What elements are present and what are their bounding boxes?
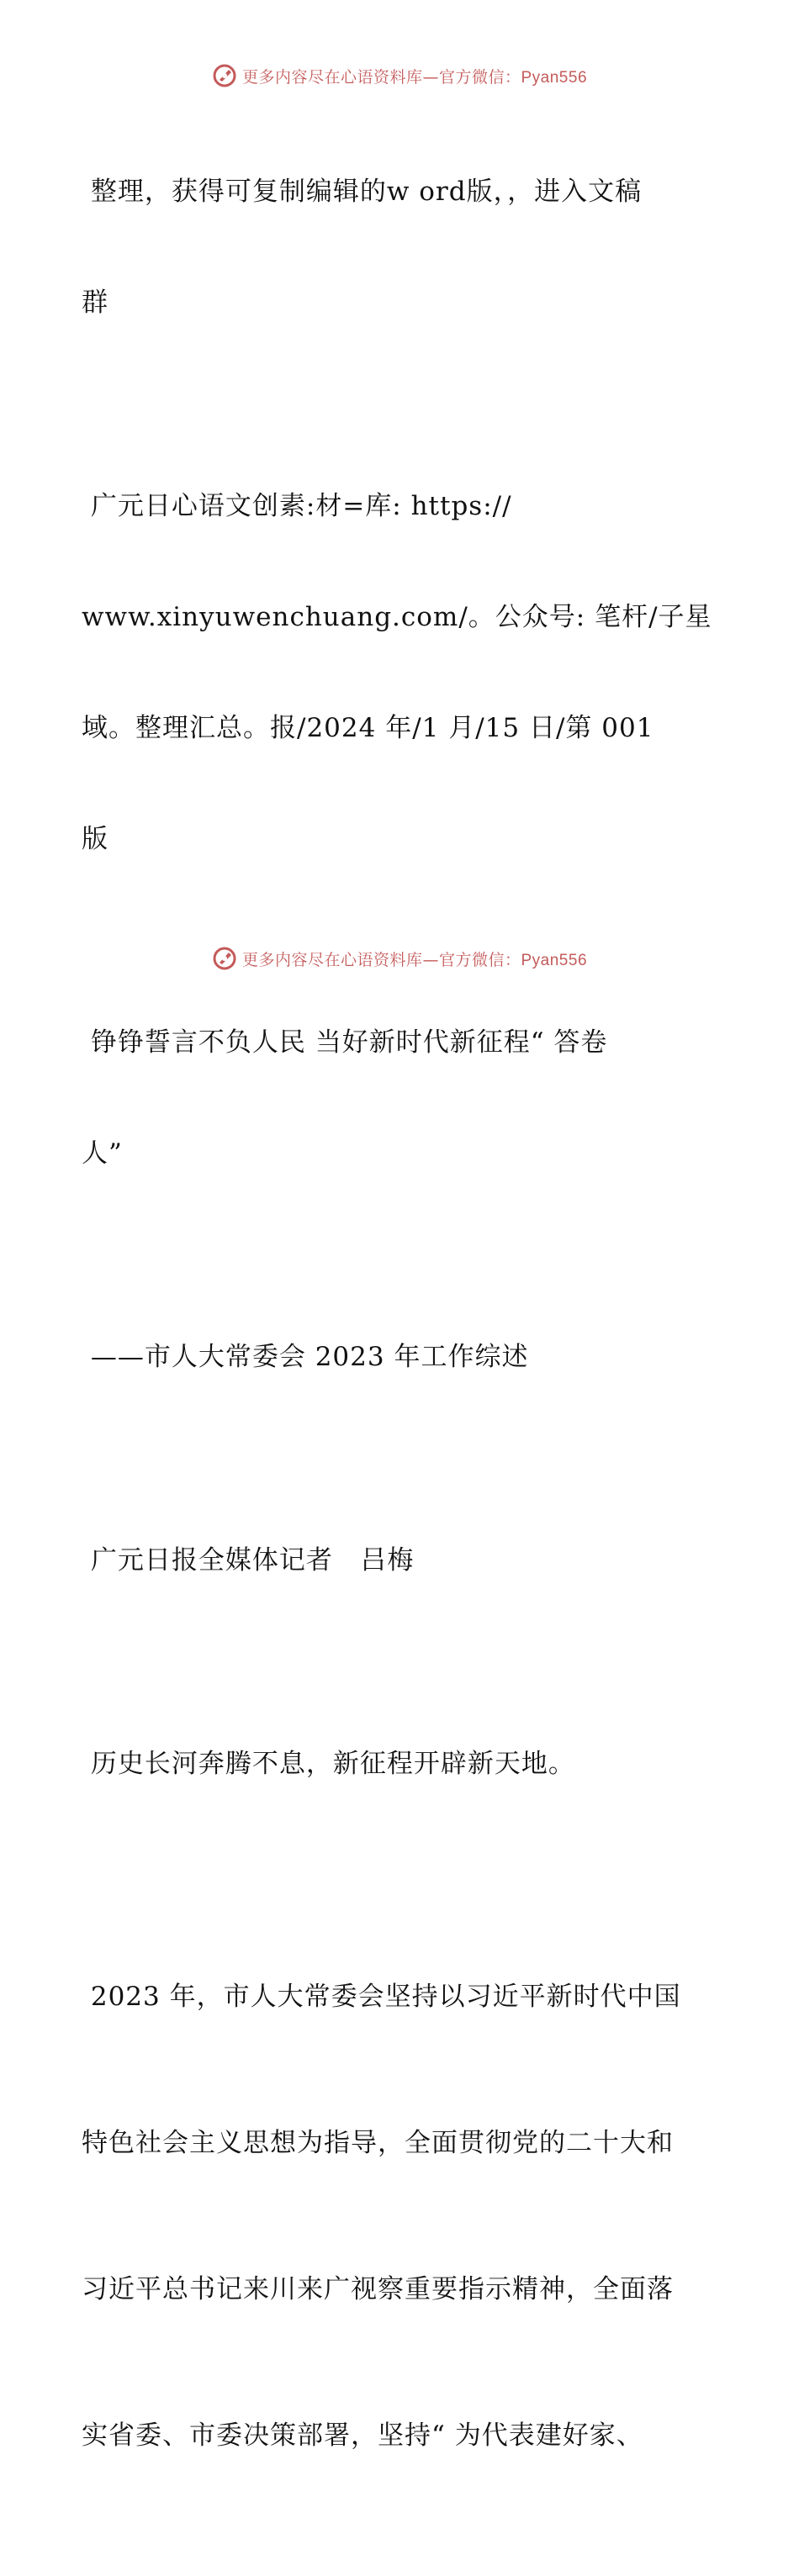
paragraph-intro bbox=[82, 99, 721, 395]
article-title bbox=[82, 950, 721, 1246]
footer-wechat-id: Pyan556 bbox=[521, 951, 588, 969]
logo-icon bbox=[212, 946, 237, 971]
text-line: 习近平总书记来川来广视察重要指示精神，全面落 bbox=[82, 2274, 674, 2304]
document-body bbox=[82, 99, 721, 2576]
text-line: 整理，获得可复制编辑的w ord版，，进入文稿 bbox=[82, 177, 643, 207]
text-line: 2023 年，市人大常委会坚持以习近平新时代中国 bbox=[82, 1982, 681, 2012]
paragraph-body bbox=[82, 1875, 721, 2558]
text-line: 特色社会主义思想为指导，全面贯彻党的二十大和 bbox=[82, 2128, 674, 2158]
text-line: www.xinyuwenchuang.com/。公众号: 笔杆/子星 bbox=[82, 602, 712, 632]
text-line: 广元日心语文创素:材=库: https:// bbox=[82, 491, 512, 521]
header-banner-label: 更多内容尽在心语资料库—官方微信： bbox=[241, 67, 521, 87]
text-line: ——市人大常委会 2023 年工作综述 bbox=[82, 1342, 529, 1372]
article-subtitle bbox=[82, 1264, 721, 1449]
footer-banner-label: 更多内容尽在心语资料库—官方微信： bbox=[241, 950, 521, 969]
text-line: 版 bbox=[82, 824, 108, 854]
text-line: 域。整理汇总。报/2024 年/1 月/15 日/第 001 bbox=[82, 713, 654, 743]
text-line: 人” bbox=[82, 1138, 123, 1169]
header-banner-text bbox=[242, 65, 587, 87]
paragraph-lead bbox=[82, 1671, 721, 1856]
text-line: 实省委、市委决策部署，坚持“ 为代表建好家、 bbox=[82, 2420, 643, 2451]
article-byline bbox=[82, 1468, 721, 1653]
text-line: 铮铮誓言不负人民 当好新时代新征程“ 答卷 bbox=[82, 1027, 608, 1058]
footer-banner bbox=[0, 942, 799, 975]
paragraph-source bbox=[82, 414, 721, 932]
text-line: 群 bbox=[82, 288, 108, 318]
footer-banner-text bbox=[242, 948, 587, 970]
logo-icon bbox=[212, 63, 237, 88]
text-line: 历史长河奔腾不息，新征程开辟新天地。 bbox=[82, 1749, 575, 1779]
text-line: 广元日报全媒体记者 吕梅 bbox=[82, 1545, 415, 1576]
header-wechat-id: Pyan556 bbox=[521, 68, 588, 87]
header-banner bbox=[0, 59, 799, 92]
